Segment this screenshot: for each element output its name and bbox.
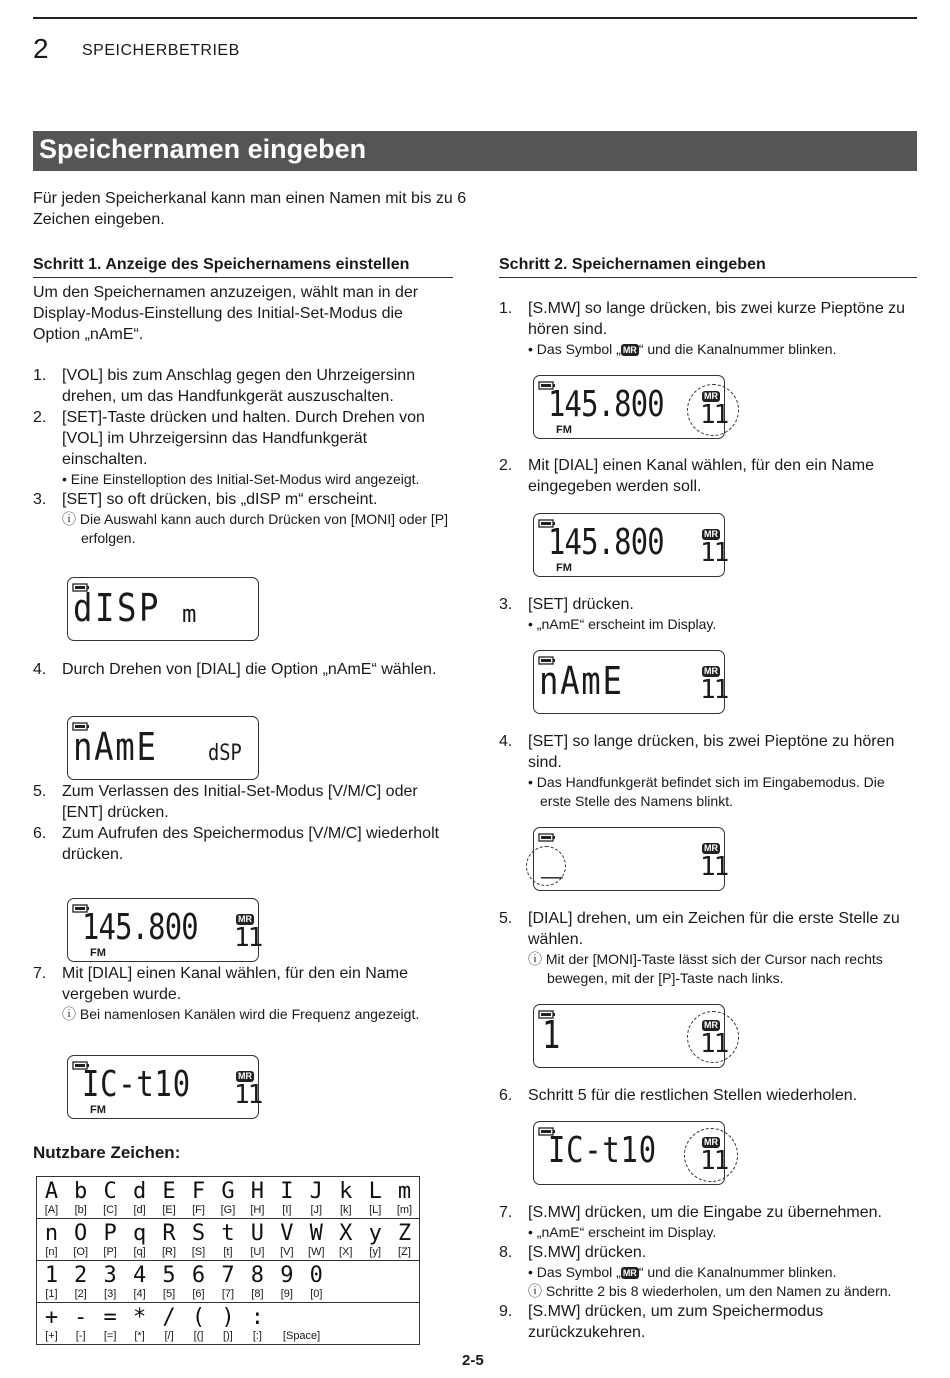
lcd-display-icom [67, 1055, 262, 1119]
lcd-channel: 11 [234, 923, 262, 953]
char-glyph: R [162, 1221, 176, 1246]
char-label: [W] [308, 1246, 325, 1258]
step1-heading: Schritt 1. Anzeige des Speichernamens einstellen [33, 254, 453, 278]
char-cell [125, 1219, 154, 1261]
lcd-display-name [533, 650, 728, 714]
char-cell [66, 1303, 95, 1345]
char-glyph: 8 [250, 1263, 265, 1288]
char-cell [95, 1177, 124, 1219]
char-glyph: J [309, 1179, 323, 1204]
char-cell [360, 1261, 389, 1303]
char-cell [331, 1219, 360, 1261]
intro-text: Für jeden Speicherkanal kann man einen Namen mit bis zu 6 Zeichen eingeben. [33, 190, 467, 228]
char-cell [331, 1261, 360, 1303]
mr-badge: MR [238, 914, 252, 924]
char-glyph: 0 [309, 1263, 323, 1288]
char-glyph: E [162, 1179, 176, 1204]
char-cell [125, 1261, 154, 1303]
list-item: 6. Schritt 5 für die restlichen Stellen wiederholen. [499, 1087, 858, 1104]
char-glyph: = [103, 1305, 117, 1330]
char-glyph: : [250, 1305, 265, 1330]
char-cell [125, 1177, 154, 1219]
char-label: [t] [223, 1246, 233, 1258]
char-glyph: W [309, 1221, 323, 1246]
blink-highlight-circle [526, 846, 566, 886]
char-label: [Space] [282, 1330, 321, 1342]
char-glyph: U [250, 1221, 265, 1246]
char-cell [243, 1219, 272, 1261]
char-glyph: y [368, 1221, 382, 1246]
char-cell [184, 1303, 213, 1345]
char-label: [7] [221, 1288, 235, 1300]
lcd-main-text: 145.800 [548, 522, 664, 563]
char-label: [V] [280, 1246, 294, 1258]
char-cell [360, 1303, 389, 1345]
char-cell [154, 1303, 183, 1345]
char-glyph: - [74, 1305, 88, 1330]
list-item: 1. [VOL] bis zum Anschlag gegen den Uhrzeigersinn drehen, um das Handfunkgerät auszuschalten. [33, 367, 416, 405]
char-glyph: A [44, 1179, 59, 1204]
step1-paragraph: Um den Speichernamen anzuzeigen, wählt man in der Display-Modus-Einstellung des Initial-Set-Modus die Option „nAmE“. [33, 284, 419, 343]
char-label: [C] [103, 1204, 118, 1216]
char-cell [272, 1261, 301, 1303]
char-label: [A] [44, 1204, 59, 1216]
mr-badge: MR [704, 391, 718, 401]
char-glyph: 4 [132, 1263, 147, 1288]
list-item: 5. [DIAL] drehen, um ein Zeichen für die erste Stelle zu wählen. ⓘ Mit der [MONI]-Taste lässt sich der Cursor nach rechts bewegen, mit der [P]-Taste nach links. [499, 910, 900, 986]
list-item: 1. [S.MW] so lange drücken, bis zwei kurze Pieptöne zu hören sind. • Das Symbol „ MR “ und die Kanalnummer blinken. [499, 300, 906, 357]
char-cell [66, 1219, 95, 1261]
char-label: [9] [280, 1288, 293, 1300]
char-cell [243, 1177, 272, 1219]
lcd-right-text: m [182, 600, 197, 628]
fm-indicator: FM [90, 1104, 106, 1116]
char-label: [*] [134, 1330, 145, 1342]
char-glyph: H [250, 1179, 265, 1204]
top-rule [33, 17, 917, 19]
char-glyph: G [221, 1179, 235, 1204]
char-glyph: n [44, 1221, 59, 1246]
char-label: [-] [75, 1330, 86, 1342]
list-item: 8. [S.MW] drücken. • Das Symbol „ MR “ und die Kanalnummer blinken. ⓘ Schritte 2 bis 8 wiederholen, um den Namen zu ändern. [499, 1244, 892, 1299]
lcd-display-disp [67, 577, 259, 641]
blink-highlight-circle [687, 384, 739, 436]
lcd-main-text: 145.800 [548, 384, 664, 425]
char-label: [m] [396, 1204, 413, 1216]
chars-title: Nutzbare Zeichen: [33, 1143, 181, 1162]
char-label: [3] [104, 1288, 117, 1300]
char-label: [2] [74, 1288, 87, 1300]
char-label: [(] [193, 1330, 204, 1342]
list-item: 9. [S.MW] drücken, um zum Speichermodus zurückzukehren. [499, 1303, 824, 1341]
chapter-number: 2 [33, 33, 49, 64]
lcd-channel: 11 [700, 675, 728, 705]
fm-indicator: FM [90, 947, 106, 959]
char-glyph: 5 [162, 1263, 176, 1288]
blink-highlight-circle [687, 1011, 739, 1063]
chars-row [37, 1219, 420, 1261]
char-glyph: O [74, 1221, 88, 1246]
char-glyph: 7 [221, 1263, 235, 1288]
lcd-main-text: IC-t10 [82, 1064, 191, 1105]
list-item: 6. Zum Aufrufen des Speichermodus [V/M/C] wiederholt drücken. [33, 825, 440, 863]
char-label: [4] [133, 1288, 146, 1300]
char-glyph: m [397, 1179, 412, 1204]
char-label: [P] [103, 1246, 117, 1258]
char-cell [154, 1261, 183, 1303]
chapter-title: SPEICHERBETRIEB [82, 42, 240, 59]
char-label: [O] [73, 1246, 89, 1258]
lcd-cursor: _ [541, 838, 563, 879]
char-label: [+] [45, 1330, 58, 1342]
list-item: 3. [SET] drücken. • „nAmE“ erscheint im Display. [499, 596, 717, 632]
list-item: 4. Durch Drehen von [DIAL] die Option „nAmE“ wählen. [33, 661, 437, 678]
lcd-channel: 11 [700, 852, 728, 882]
lcd-channel: 11 [700, 1146, 728, 1176]
char-label: [R] [162, 1246, 177, 1258]
char-cell [37, 1219, 66, 1261]
char-glyph: * [132, 1305, 147, 1330]
lcd-main-text: dISP [73, 586, 161, 630]
char-label: [8] [251, 1288, 264, 1300]
char-cell [331, 1303, 360, 1345]
char-label: [0] [310, 1288, 323, 1300]
char-cell [390, 1261, 420, 1303]
char-glyph: q [132, 1221, 147, 1246]
char-cell [154, 1177, 183, 1219]
list-item: 4. [SET] so lange drücken, bis zwei Pieptöne zu hören sind. • Das Handfunkgerät befindet sich im Eingabemodus. Die erste Stelle des Namens blinkt. [499, 733, 895, 809]
lcd-channel: 11 [700, 538, 728, 568]
char-label: [X] [339, 1246, 353, 1258]
list-item: 2. [SET]-Taste drücken und halten. Durch Drehen von [VOL] im Uhrzeigersinn das Handfunkgerät einschalten. • Eine Einstelloption des Initial-Set-Modus wird angezeigt. [33, 409, 425, 487]
mr-badge: MR [704, 666, 718, 676]
char-glyph: 3 [103, 1263, 117, 1288]
char-cell [390, 1219, 420, 1261]
char-glyph: b [74, 1179, 88, 1204]
list-item: 5. Zum Verlassen des Initial-Set-Modus [V/M/C] oder [ENT] drücken. [33, 783, 418, 821]
char-label: [)] [223, 1330, 233, 1342]
char-glyph: I [280, 1179, 294, 1204]
char-glyph: L [368, 1179, 382, 1204]
char-label: [/] [164, 1330, 174, 1342]
char-glyph: 1 [44, 1263, 59, 1288]
char-glyph: X [339, 1221, 353, 1246]
lcd-display-name-dsp [67, 716, 259, 780]
char-cell [213, 1261, 242, 1303]
chars-row [37, 1177, 420, 1219]
chars-table [36, 1176, 420, 1345]
list-item: 7. Mit [DIAL] einen Kanal wählen, für den ein Name vergeben wurde. ⓘ Bei namenlosen Kanälen wird die Frequenz angezeigt. [33, 965, 420, 1022]
char-cell [125, 1303, 154, 1345]
char-cell [66, 1177, 95, 1219]
char-cell [154, 1219, 183, 1261]
char-glyph: ) [221, 1305, 235, 1330]
char-glyph: 2 [74, 1263, 88, 1288]
char-cell [95, 1261, 124, 1303]
char-cell [272, 1219, 301, 1261]
char-cell [213, 1303, 242, 1345]
lcd-main-text: 1 [542, 1013, 561, 1057]
char-cell [302, 1261, 331, 1303]
lcd-right-text: dSP [208, 741, 242, 766]
char-cell [95, 1303, 124, 1345]
lcd-display-freq [67, 898, 262, 962]
char-glyph: Z [397, 1221, 412, 1246]
char-label: [S] [191, 1246, 206, 1258]
char-glyph: C [103, 1179, 117, 1204]
lcd-channel: 11 [234, 1080, 262, 1110]
char-cell [243, 1303, 272, 1345]
fm-indicator: FM [556, 424, 572, 436]
char-cell [184, 1177, 213, 1219]
char-cell [37, 1303, 66, 1345]
char-cell [302, 1177, 331, 1219]
char-label: [y] [369, 1246, 382, 1258]
char-glyph: V [280, 1221, 294, 1246]
char-label: [n] [45, 1246, 58, 1258]
char-label: [q] [133, 1246, 146, 1258]
char-label: [Z] [398, 1246, 411, 1258]
lcd-main-text: nAmE [73, 725, 158, 769]
char-label: [I] [282, 1204, 292, 1216]
char-cell [213, 1177, 242, 1219]
lcd-channel: 11 [700, 1029, 728, 1059]
char-cell [272, 1177, 301, 1219]
char-label: [L] [369, 1204, 382, 1216]
char-label: [G] [220, 1204, 236, 1216]
page-number: 2-5 [462, 1352, 484, 1369]
char-cell [390, 1303, 420, 1345]
lcd-channel: 11 [700, 400, 728, 430]
char-label: [=] [103, 1330, 117, 1342]
char-cell [213, 1219, 242, 1261]
char-cell [360, 1219, 389, 1261]
char-label: [U] [250, 1246, 265, 1258]
char-cell [37, 1177, 66, 1219]
char-glyph: + [44, 1305, 59, 1330]
char-glyph: F [191, 1179, 206, 1204]
char-label: [k] [339, 1204, 352, 1216]
char-cell [184, 1261, 213, 1303]
char-glyph: k [339, 1179, 353, 1204]
chars-row [37, 1303, 420, 1345]
char-label: [H] [250, 1204, 265, 1216]
char-label: [6] [192, 1288, 205, 1300]
char-glyph: P [103, 1221, 117, 1246]
mr-badge: MR [704, 1137, 718, 1147]
char-cell [390, 1177, 420, 1219]
char-glyph: d [132, 1179, 147, 1204]
char-cell [331, 1177, 360, 1219]
char-label: [F] [192, 1204, 205, 1216]
chars-row [37, 1261, 420, 1303]
lcd-main-text: 145.800 [82, 907, 198, 948]
lcd-main-text: nAmE [539, 659, 624, 703]
char-glyph: / [162, 1305, 176, 1330]
char-glyph: 9 [280, 1263, 294, 1288]
list-item: 2. Mit [DIAL] einen Kanal wählen, für den ein Name eingegeben werden soll. [499, 457, 874, 495]
mr-badge: MR [704, 529, 718, 539]
char-label: [b] [74, 1204, 87, 1216]
step2-heading: Schritt 2. Speichernamen eingeben [499, 254, 917, 278]
char-label: [1] [45, 1288, 58, 1300]
mr-badge: MR [238, 1071, 252, 1081]
char-cell [272, 1303, 331, 1345]
lcd-display-freq-2 [533, 513, 728, 577]
char-glyph: 6 [191, 1263, 206, 1288]
list-item: 7. [S.MW] drücken, um die Eingabe zu übernehmen. • „nAmE“ erscheint im Display. [499, 1204, 882, 1240]
char-cell [184, 1219, 213, 1261]
char-cell [95, 1219, 124, 1261]
char-cell [37, 1261, 66, 1303]
blink-highlight-circle [684, 1128, 738, 1182]
fm-indicator: FM [556, 562, 572, 574]
char-cell [302, 1219, 331, 1261]
char-label: [J] [310, 1204, 323, 1216]
char-cell [360, 1177, 389, 1219]
char-label: [5] [162, 1288, 176, 1300]
char-glyph: ( [191, 1305, 206, 1330]
list-item: 3. [SET] so oft drücken, bis „dISP m“ erscheint. ⓘ Die Auswahl kann auch durch Drücken von [MONI] oder [P] erfolgen. [33, 491, 448, 546]
lcd-main-text: IC-t10 [548, 1130, 657, 1171]
char-label: [d] [133, 1204, 146, 1216]
char-label: [:] [252, 1330, 262, 1342]
char-glyph: S [191, 1221, 206, 1246]
mr-badge: MR [704, 1020, 718, 1030]
section-banner: Speichernamen eingeben [33, 131, 917, 171]
char-glyph: t [221, 1221, 235, 1246]
char-cell [66, 1261, 95, 1303]
mr-badge: MR [704, 843, 718, 853]
char-label: [E] [162, 1204, 176, 1216]
char-cell [243, 1261, 272, 1303]
